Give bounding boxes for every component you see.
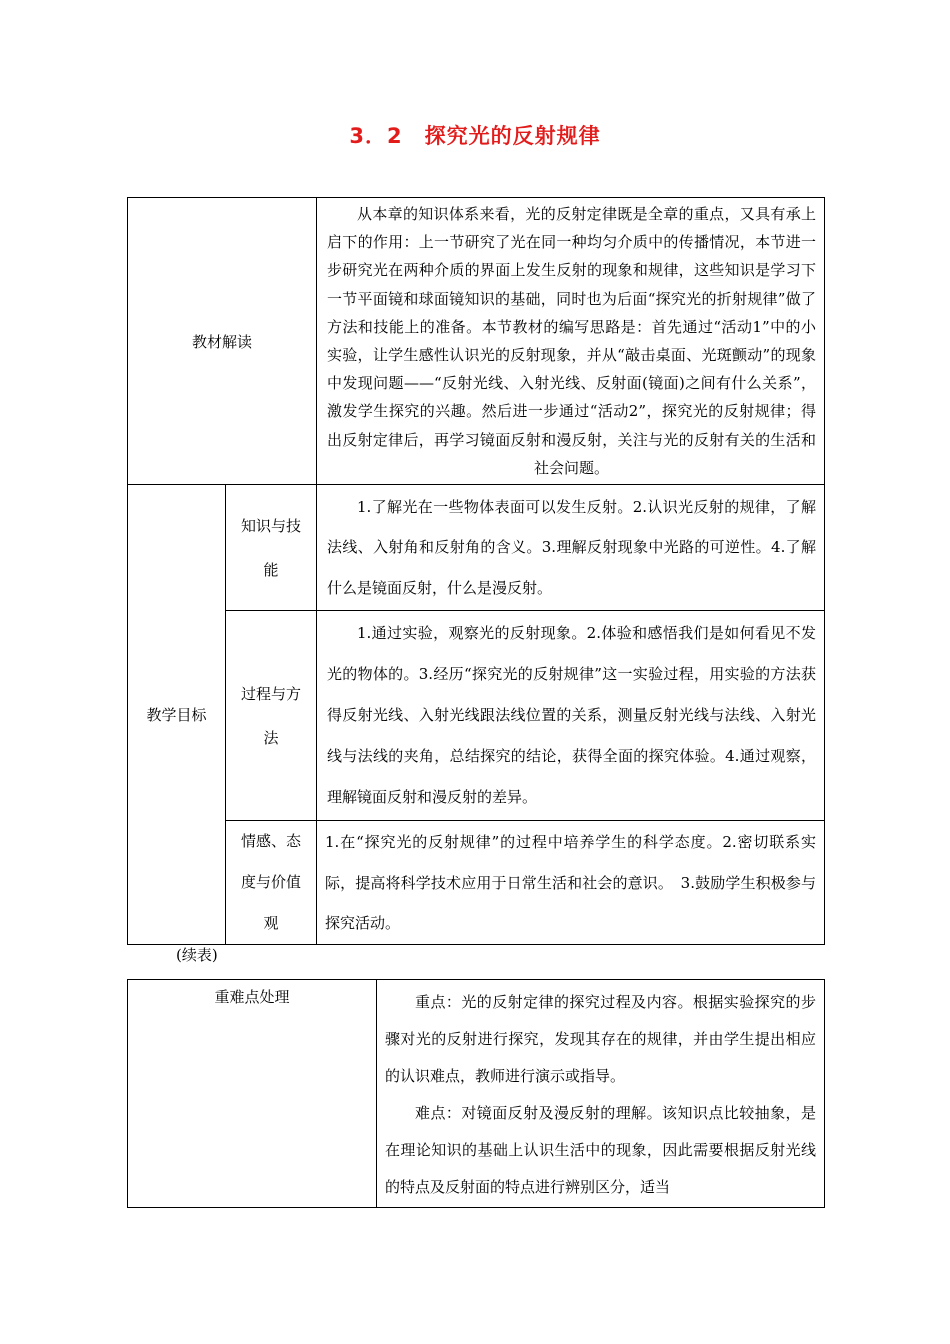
table-row: [128, 821, 825, 945]
emotion-label: 情感、态度与价值观: [226, 821, 317, 945]
table-row: [128, 611, 825, 821]
emotion-text: 1.在“探究光的反射规律”的过程中培养学生的科学态度。2.密切联系实际，提高将科学技术应用于日常生活和社会的意识。 3.鼓励学生积极参与探究活动。: [317, 821, 825, 945]
knowledge-label: 知识与技能: [226, 485, 317, 611]
key-point-text: 重点：光的反射定律的探究过程及内容。根据实验探究的步骤对光的反射进行探究，发现其存在的规律，并由学生提出相应的认识难点，教师进行演示或指导。: [385, 993, 816, 1085]
knowledge-text: 1.了解光在一些物体表面可以发生反射。2.认识光反射的规律，了解法线、入射角和反射角的含义。3.理解反射现象中光路的可逆性。4.了解什么是镜面反射，什么是漫反射。: [317, 485, 825, 611]
continued-table: [127, 979, 825, 1208]
process-text: 1.通过实验，观察光的反射现象。2.体验和感悟我们是如何看见不发光的物体的。3.经历“探究光的反射规律”这一实验过程，用实验的方法获得反射光线、入射光线跟法线位置的关系，测量反射光线与法线、入射光线与法线的夹角，总结探究的结论，获得全面的探究体验。4.通过观察，理解镜面反射和漫反射的差异。: [317, 611, 825, 821]
page-title: 3．2 探究光的反射规律: [349, 124, 601, 148]
table-row: [128, 198, 825, 485]
continued-label: (续表): [176, 946, 218, 964]
difficult-point-text: 难点：对镜面反射及漫反射的理解。该知识点比较抽象，是在理论知识的基础上认识生活中的现象，因此需要根据反射光线的特点及反射面的特点进行辨别区分，适当: [385, 1104, 816, 1196]
teaching-plan-table: [127, 197, 825, 945]
process-label: 过程与方法: [226, 611, 317, 821]
goals-label: 教学目标: [128, 485, 226, 945]
key-label: 重难点处理: [128, 980, 377, 1208]
key-content: [377, 980, 825, 1208]
materials-text: 从本章的知识体系来看，光的反射定律既是全章的重点，又具有承上启下的作用：上一节研究了光在同一种均匀介质中的传播情况，本节进一步研究光在两种介质的界面上发生反射的现象和规律，这些知识是学习下一节平面镜和球面镜知识的基础，同时也为后面“探究光的折射规律”做了方法和技能上的准备。本节教材的编写思路是：首先通过“活动1”中的小实验，让学生感性认识光的反射现象，并从“敲击桌面、光斑颤动”的现象中发现问题——“反射光线、入射光线、反射面(镜面)之间有什么关系”，激发学生探究的兴趣。然后进一步通过“活动2”，探究光的反射规律；得出反射定律后，再学习镜面反射和漫反射，关注与光的反射有关的生活和社会问题。: [317, 198, 825, 485]
materials-label: 教材解读: [128, 198, 317, 485]
table-row: [128, 485, 825, 611]
table-row: [128, 980, 825, 1208]
